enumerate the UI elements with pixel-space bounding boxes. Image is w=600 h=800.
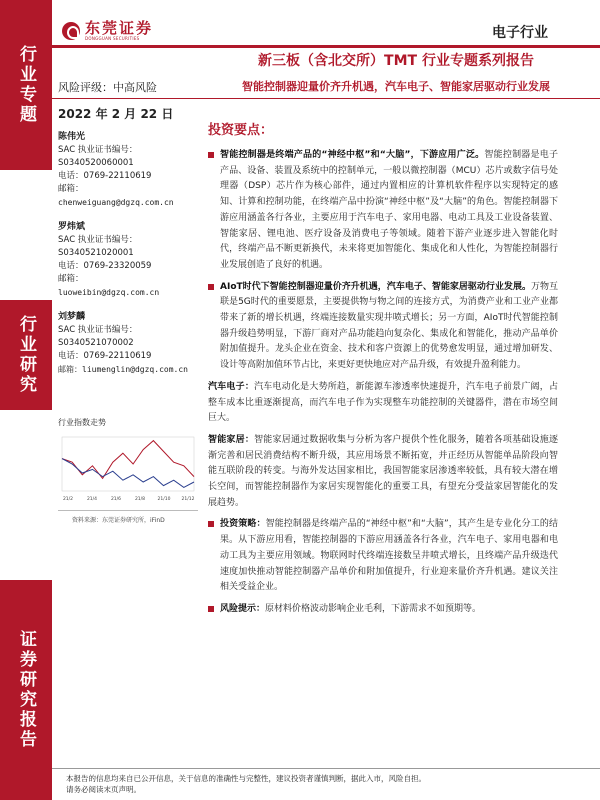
chart-divider: [58, 510, 198, 511]
key-point-lead: AIoT时代下智能控制器迎量价齐升机遇，汽车电子、智能家居驱动行业发展。: [220, 281, 531, 292]
sidebar-label-securities-report: 证券研究报告: [0, 580, 52, 800]
key-point-lead: 汽车电子：: [208, 381, 255, 392]
header-divider: [52, 45, 600, 48]
bullet-square-icon: [208, 521, 214, 527]
analyst-email-label: 邮箱：: [58, 184, 84, 194]
sidebar-label-industry-research: 行业研究: [0, 300, 52, 410]
key-point-lead: 风险提示：: [220, 603, 266, 614]
key-point-text: 万物互联是5G时代的重要愿景，主要提供物与物之间的连接方式，为消费产业和工业产业都带来了新的增长机遇，终端连接数量实现井喷式增长；另一方面，AIoT时代智能控制器升级趋势明显，下游厂商对产品功能趋向复杂化、集成化和智能化，推动产品单价附加值提升。龙头企业在资金、技术和客户资源上的优势愈发明显，通过增加研发、设计等高附加值环节占比，来更好更快地应对产品升级，有效提升盈利能力。: [220, 281, 558, 371]
x-tick-label: 21/10: [157, 497, 171, 502]
key-point-paragraph: [208, 380, 558, 427]
key-point-text: 原材料价格波动影响企业毛利，下游需求不如预期等。: [265, 603, 482, 614]
x-tick-label: 21/6: [110, 497, 122, 502]
key-point-text: 智能家居通过数据收集与分析为客户提供个性化服务，随着各项基础设施逐渐完善和居民消费结构不断升级，其应用场景不断拓宽，并正经历从智能单品阶段向智能互联阶段的转变。与海外发达国家相比，我国智能家居渗透率较低，具有较大潜在增长空间，而智能控制器作为家居实现智能化的重要工具，有望充分受益家居智能化的发展趋势。: [208, 434, 558, 508]
chart-title: 行业指数走势: [58, 418, 106, 427]
key-points-body: [208, 148, 558, 624]
analyst-email[interactable]: liumenglin@dgzq.com.cn: [82, 365, 188, 374]
key-points-heading: 投资要点：: [208, 123, 274, 138]
key-point-paragraph: [208, 433, 558, 512]
x-tick-label: 21/12: [181, 497, 195, 502]
key-point-text: 智能控制器是终端产品的“神经中枢”和“大脑”，其产生是专业化分工的结果。从下游应用看，智能控制器的下游应用涵盖各行各业，汽车电子、家用电器和电动工具为主要应用领域。物联网时代终端连接数呈井喷式增长，且终端产品升级迭代速度加快推动智能控制器产品单价和附加值提升，行业迎来量价齐升机遇。建议关注相关受益企业。: [220, 519, 558, 593]
analyst-cert-label: SAC 执业证书编号：: [58, 325, 138, 335]
analyst-cert: S0340521070002: [58, 338, 134, 348]
report-date: 2022 年 2 月 22 日: [58, 107, 174, 121]
key-point-lead: 智能家居：: [208, 434, 255, 445]
chart-frame: [62, 437, 194, 491]
footer-divider: [52, 768, 600, 769]
x-tick-label: 21/8: [134, 497, 146, 502]
key-point-text: 汽车电动化是大势所趋，新能源车渗透率快速提升，汽车电子前景广阔，占整车成本比重逐渐提高，而汽车电子作为实现整车功能控制的关键器件，潜在市场空间巨大。: [208, 381, 558, 424]
key-point-paragraph: [208, 280, 558, 374]
analyst-phone: 电话：0769-23320059: [58, 261, 152, 271]
report-title: 新三板（含北交所）TMT 行业专题系列报告: [258, 53, 534, 69]
analyst-email-label: 邮箱：: [58, 365, 82, 374]
key-point-lead: 智能控制器是终端产品的“神经中枢”和“大脑”，下游应用广泛。: [220, 150, 485, 160]
analyst-card: [58, 311, 198, 376]
analyst-cert-label: SAC 执业证书编号：: [58, 235, 138, 245]
analyst-email[interactable]: luoweibin@dgzq.com.cn: [58, 288, 160, 297]
bullet-square-icon: [208, 152, 214, 158]
series-line-沪深300: [62, 459, 194, 488]
footer-disclaimer: [66, 773, 586, 795]
key-point-paragraph: [208, 602, 558, 618]
analyst-cert: S0340520060001: [58, 158, 134, 168]
logo-icon: [62, 22, 80, 40]
footer-line: 请务必阅读末页声明。: [66, 785, 141, 794]
analyst-name: 刘梦麟: [58, 312, 86, 322]
chart-source: 资料来源：东莞证券研究所，iFinD: [72, 517, 165, 524]
analyst-email-full[interactable]: [58, 363, 198, 376]
analyst-column: [58, 105, 198, 388]
risk-rating: 风险评级：中高风险: [58, 81, 157, 94]
x-tick-label: 21/4: [86, 497, 98, 502]
analyst-name: 陈伟光: [58, 132, 86, 142]
key-point-paragraph: [208, 148, 558, 274]
analyst-name: 罗炜斌: [58, 222, 86, 232]
bullet-square-icon: [208, 284, 214, 290]
analyst-email[interactable]: chenweiguang@dgzq.com.cn: [58, 198, 174, 207]
subheader-divider: [52, 98, 600, 99]
footer-line: 本报告的信息均来自已公开信息，关于信息的准确性与完整性，建议投资者谨慎判断，据此入市，风险自担。: [66, 774, 426, 783]
analyst-card: [58, 221, 198, 299]
key-point-lead: 投资策略：: [220, 519, 266, 530]
key-point-text: 智能控制器是电子产品、设备、装置及系统中的控制单元，一般以微控制器（MCU）芯片或数字信号处理器（DSP）芯片作为核心部件，通过内置相应的计算机软件程序以实现特定的感知、计算和控制功能，在终端产品中扮演“神经中枢”及“大脑”的角色。智能控制器下游应用涵盖各行各业，主要应用于汽车电子、家用电器、电动工具及工业设备装置、智能家居、锂电池、医疗设备及消费电子等领域。随着下游产业逐步进入智能化时代，终端产品不断更新换代，未来将更加智能化、集成化和人性化，为智能控制器行业发展创造了良好的机遇。: [220, 150, 558, 270]
logo-name-en: DONGGUAN SECURITIES: [85, 36, 140, 41]
key-point-paragraph: [208, 517, 558, 596]
report-subtitle: 智能控制器迎量价齐升机遇，汽车电子、智能家居驱动行业发展: [242, 80, 550, 93]
logo-name: 东莞证券: [85, 19, 154, 37]
industry-label: 电子行业: [492, 25, 548, 41]
analyst-phone: 电话：0769-22110619: [58, 351, 152, 361]
analyst-cert: S0340521020001: [58, 248, 134, 258]
analyst-phone: 电话：0769-22110619: [58, 171, 152, 181]
sidebar-label-industry-topic: 行业专题: [0, 0, 52, 170]
index-trend-chart: [58, 433, 198, 503]
side-bar: [0, 0, 52, 800]
company-logo: [62, 20, 153, 41]
x-tick-label: 21/2: [62, 497, 74, 502]
analyst-card: [58, 131, 198, 209]
analyst-email-label: 邮箱：: [58, 274, 84, 284]
bullet-square-icon: [208, 606, 214, 612]
analyst-cert-label: SAC 执业证书编号：: [58, 145, 138, 155]
